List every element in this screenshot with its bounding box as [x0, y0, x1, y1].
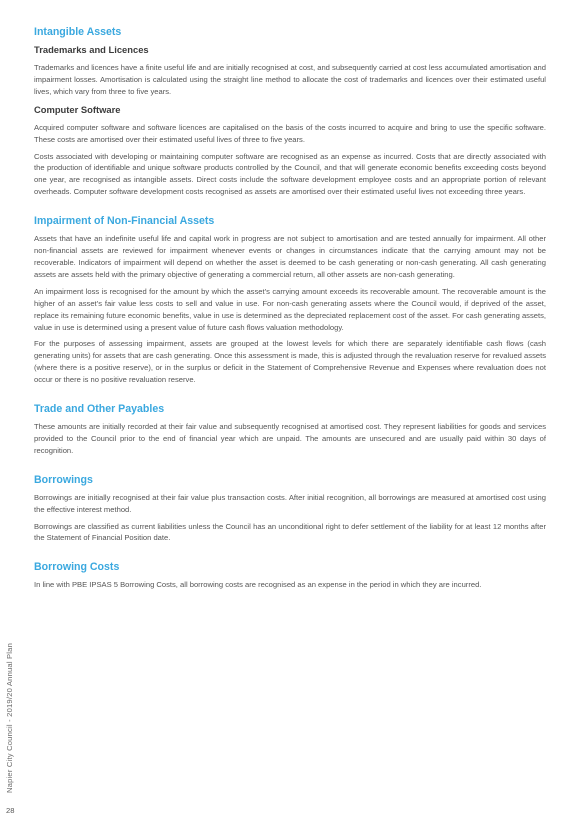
section-heading: Borrowing Costs	[34, 561, 120, 574]
section-borrowings	[34, 474, 546, 545]
section-borrowing-costs	[34, 561, 546, 591]
paragraph: An impairment loss is recognised for the amount by which the asset’s carrying amount exceeds its recoverable amount. The recoverable amount is the higher of an asset’s fair value less costs to sell and value in use. For non-cash generating assets where the Council would, if deprived of the asset, replace its remaining future economic benefits, value in use is determined as the depreciated replacement cost of the asset. For cash generating assets, value in use is determined using a present value of future cash flows valuation methodology.	[34, 286, 546, 332]
paragraph: Borrowings are initially recognised at their fair value plus transaction costs. After initial recognition, all borrowings are measured at amortised cost using the effective interest method.	[34, 492, 546, 514]
paragraph: Assets that have an indefinite useful life and capital work in progress are not subject to amortisation and are tested annually for impairment. All other non-financial assets are reviewed for impairment whenever events or changes in circumstances indicate that the carrying amount may not be recoverable. Indicators of impairment will depend on whether the asset is deemed to be cash generating or non-cash generating. All cash generating assets are assets held with the primary objective of generating a commercial return, all other assets are non-cash generating.	[34, 234, 546, 279]
section-intangible-assets	[34, 26, 546, 198]
paragraph: These amounts are initially recorded at their fair value and subsequently recognised at amortised cost. They represent liabilities for goods and services provided to the Council prior to the end of financial year which are unpaid. The amounts are unsecured and are usually paid within 30 days of recognition.	[34, 422, 546, 455]
subsection-heading: Trademarks and Licences	[34, 44, 149, 55]
paragraph: Trademarks and licences have a finite useful life and are initially recognised at cost, and subsequently carried at cost less accumulated amortisation and impairment losses. Amortisation is calculated using the straight line method to allocate the cost of trademarks and licences over their estimated useful lives, which vary from three to five years.	[34, 63, 546, 96]
paragraph: In line with PBE IPSAS 5 Borrowing Costs, all borrowing costs are recognised as an expense in the period in which they are incurred.	[34, 580, 482, 590]
page-number: 28	[6, 806, 15, 815]
section-impairment	[34, 215, 546, 386]
section-heading: Impairment of Non-Financial Assets	[34, 215, 215, 228]
section-heading: Borrowings	[34, 473, 93, 486]
section-trade-payables	[34, 403, 546, 457]
running-title-text: Napier City Council - 2019/20 Annual Plan	[5, 642, 14, 793]
subsection-trademarks	[34, 44, 546, 98]
paragraph: Acquired computer software and software licences are capitalised on the basis of the costs incurred to acquire and bring to use the specific software. These costs are amortised over their estimated useful lives of three to five years.	[34, 122, 546, 144]
subsection-heading: Computer Software	[34, 103, 121, 115]
subsection-computer-software	[34, 104, 546, 198]
section-heading: Trade and Other Payables	[34, 403, 165, 416]
side-running-title	[2, 583, 16, 793]
paragraph: For the purposes of assessing impairment, assets are grouped at the lowest levels for which there are separately identifiable cash flows (cash generating units) for assets that are cash generating. Once this assessment is made, this is adjusted through the revaluation reserve for revalued assets (where there is a positive reserve), or in the surplus or deficit in the Statement of Comprehensive Revenue and Expenses where revaluation does not occur or there is no positive revaluation reserve.	[34, 339, 546, 385]
document-body	[34, 26, 546, 608]
paragraph: Borrowings are classified as current liabilities unless the Council has an unconditional right to defer settlement of the liability for at least 12 months after the Statement of Financial Position date.	[34, 521, 546, 543]
section-heading: Intangible Assets	[34, 26, 122, 38]
paragraph: Costs associated with developing or maintaining computer software are recognised as an expense as incurred. Costs that are directly associated with the production of identifiable and unique software products controlled by the Council, and that will generate economic benefits exceeding costs beyond one year, are recognised as intangible assets. Direct costs include the software development employee costs and an appropriate portion of relevant overheads. Computer software development costs recognised as assets are amortised over their estimated useful lives not exceeding three years.	[34, 151, 546, 197]
